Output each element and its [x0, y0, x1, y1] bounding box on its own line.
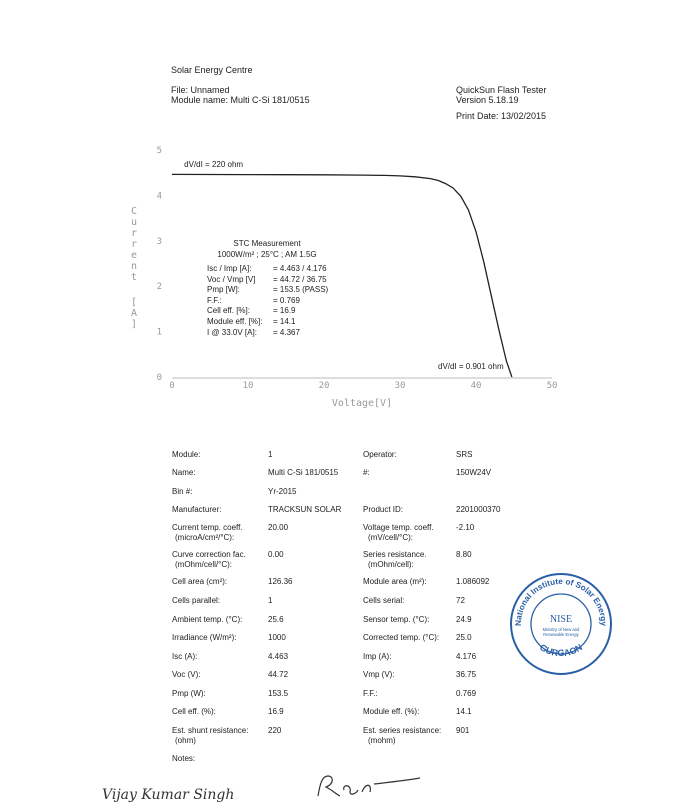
param-value: 4.176: [456, 652, 477, 661]
param-label: Irradiance (W/m²):: [172, 633, 237, 642]
y-tick-label: 5: [156, 146, 162, 156]
param-label-unit: (mohm): [368, 736, 396, 745]
param-label: Imp (A):: [363, 652, 392, 661]
y-axis-label-char: C: [130, 206, 138, 217]
stc-row: [207, 275, 327, 286]
stc-row-label: Module eff. [%]:: [207, 316, 263, 326]
param-label: Product ID:: [363, 505, 404, 514]
param-value: 153.5: [268, 689, 289, 698]
param-label-unit: (mOhm/cell/°C):: [175, 560, 232, 569]
stc-conditions: 1000W/m² ; 25°C ; AM 1.5G: [217, 250, 317, 259]
param-value: 0.00: [268, 550, 284, 559]
param-label-unit: (ohm): [175, 736, 196, 745]
y-tick-label: 0: [156, 373, 162, 383]
param-label: Corrected temp. (°C):: [363, 633, 440, 642]
file-name: File: Unnamed: [171, 85, 230, 95]
param-value: 24.9: [456, 615, 472, 624]
param-label: Vmp (V):: [363, 670, 395, 679]
param-label: Series resistance.: [363, 550, 427, 559]
stc-row-label: Pmp [W]:: [207, 285, 240, 295]
param-label: Bin #:: [172, 487, 193, 496]
param-label: Cells serial:: [363, 596, 405, 605]
y-axis-label: [131, 206, 137, 330]
stc-row-value: = 0.769: [273, 295, 300, 305]
x-tick-label: 0: [169, 381, 175, 391]
stc-measurement-box: [207, 238, 327, 338]
param-label: Isc (A):: [172, 652, 198, 661]
param-label: Cell eff. (%):: [172, 707, 216, 716]
x-tick-label: 40: [470, 381, 482, 391]
x-tick-label: 10: [242, 381, 254, 391]
document-org: Solar Energy Centre: [171, 65, 253, 75]
param-value: 16.9: [268, 707, 284, 716]
param-label: Curve correction fac.: [172, 550, 246, 559]
param-value: 1000: [268, 633, 286, 642]
param-value: -2.10: [456, 523, 475, 532]
param-label-unit: (mV/cell/°C):: [368, 533, 413, 542]
param-value: 1.086092: [456, 577, 490, 586]
param-label: Module:: [172, 450, 201, 459]
stamp-center-text: NISE: [549, 614, 573, 625]
param-label: Voltage temp. coeff.: [363, 523, 434, 532]
x-tick-label: 50: [546, 381, 558, 391]
y-tick-label: 4: [156, 191, 162, 202]
param-value: 150W24V: [456, 468, 492, 477]
stc-row-value: = 16.9: [273, 306, 296, 316]
notes-label: Notes:: [172, 754, 196, 763]
stc-row-label: F.F.:: [207, 295, 222, 305]
handwritten-name: [100, 782, 250, 802]
y-tick-label: 1: [156, 327, 162, 338]
stc-row: [207, 296, 327, 307]
stamp-bottom-text: GURGAON: [537, 642, 585, 659]
param-value: Yr-2015: [268, 487, 297, 496]
y-axis-label-char: r: [130, 228, 138, 239]
stc-row-label: Voc / Vmp [V]: [207, 274, 256, 284]
param-label: Module area (m²):: [363, 577, 427, 586]
x-axis-label: Voltage[V]: [331, 398, 393, 409]
y-axis-label-char: r: [130, 239, 138, 250]
stc-row-value: = 4.367: [273, 327, 300, 337]
param-label: Voc (V):: [172, 670, 201, 679]
param-label: Manufacturer:: [172, 505, 222, 514]
y-axis-label-char: A: [130, 308, 138, 319]
stc-row: [207, 264, 327, 275]
param-value: 14.1: [456, 707, 472, 716]
param-value: 126.36: [268, 577, 293, 586]
param-value: TRACKSUN SOLAR: [268, 505, 342, 514]
stamp-ring-text: National Institute of Solar Energy: [513, 576, 609, 627]
tester-version: Version 5.18.19: [456, 95, 519, 105]
param-label-unit: (microA/cm²/°C):: [175, 533, 235, 542]
param-value: 220: [268, 726, 282, 735]
dvdi-top-annotation: dV/dI = 220 ohm: [184, 159, 244, 169]
stc-row-label: Isc / Imp [A]:: [207, 264, 252, 273]
y-axis-label-char: u: [130, 217, 138, 228]
handwritten-signature: [312, 772, 422, 800]
y-axis-label-char: t: [130, 272, 138, 283]
param-label: Cell area (cm²):: [172, 577, 228, 586]
param-value: 25.6: [268, 615, 284, 624]
param-value: 4.463: [268, 652, 289, 661]
param-value: 0.769: [456, 689, 477, 698]
print-date: Print Date: 13/02/2015: [456, 111, 547, 121]
y-tick-label: 2: [156, 282, 162, 293]
stc-row: [207, 328, 327, 339]
param-value: 2201000370: [456, 505, 501, 514]
param-value: 72: [456, 596, 465, 605]
param-label: Est. series resistance:: [363, 726, 442, 735]
param-label: Module eff. (%):: [363, 707, 420, 716]
stamp-sub-text-1: Ministry of New and: [542, 627, 580, 632]
param-label-unit: (mOhm/cell):: [368, 560, 414, 569]
y-tick-label: 3: [156, 236, 162, 247]
stc-row-value: = 14.1: [273, 316, 296, 326]
param-label: Cells parallel:: [172, 596, 221, 605]
y-axis-label-char: n: [130, 261, 138, 272]
x-tick-label: 20: [318, 381, 330, 391]
param-label: Ambient temp. (°C):: [172, 615, 243, 624]
svg-text:GURGAON: [538, 642, 584, 658]
param-value: 8.80: [456, 550, 472, 559]
param-label: Name:: [172, 468, 196, 477]
param-value: 20.00: [268, 523, 289, 532]
param-value: Multi C-Si 181/0515: [268, 468, 339, 477]
stc-row-value: = 153.5 (PASS): [273, 285, 329, 295]
param-label: #:: [363, 468, 370, 477]
stc-row-label: Cell eff. [%]:: [207, 306, 250, 316]
stc-title: STC Measurement: [233, 239, 301, 248]
nise-seal-stamp: [507, 570, 615, 678]
stc-row-value: = 44.72 / 36.75: [273, 274, 327, 284]
y-axis-label-char: ]: [130, 319, 138, 330]
stc-row-label: I @ 33.0V [A]:: [207, 327, 257, 337]
x-tick-label: 30: [394, 381, 406, 391]
module-name: Module name: Multi C-Si 181/0515: [171, 95, 310, 105]
stc-row-value: = 4.463 / 4.176: [273, 264, 327, 273]
dvdi-bottom-annotation: dV/dI = 0.901 ohm: [438, 361, 504, 371]
param-value: SRS: [456, 450, 473, 459]
stc-row: [207, 317, 327, 328]
param-value: 1: [268, 450, 273, 459]
param-label: F.F.:: [363, 689, 378, 698]
stc-row: [207, 285, 327, 296]
param-label: Operator:: [363, 450, 397, 459]
param-label: Est. shunt resistance:: [172, 726, 249, 735]
y-axis-label-char: [: [130, 297, 138, 308]
tester-name: QuickSun Flash Tester: [456, 85, 547, 95]
param-value: 36.75: [456, 670, 477, 679]
svg-text:Vijay Kumar Singh: Vijay Kumar Singh: [102, 787, 235, 802]
param-value: 25.0: [456, 633, 472, 642]
param-label: Current temp. coeff.: [172, 523, 243, 532]
y-axis-label-char: e: [130, 250, 138, 261]
iv-curve-chart: [120, 140, 580, 415]
param-value: 1: [268, 596, 273, 605]
stamp-sub-text-2: Renewable Energy: [543, 632, 579, 637]
param-label: Pmp (W):: [172, 689, 206, 698]
param-label: Sensor temp. (°C):: [363, 615, 430, 624]
param-value: 901: [456, 726, 470, 735]
param-value: 44.72: [268, 670, 289, 679]
stc-row: [207, 306, 327, 317]
